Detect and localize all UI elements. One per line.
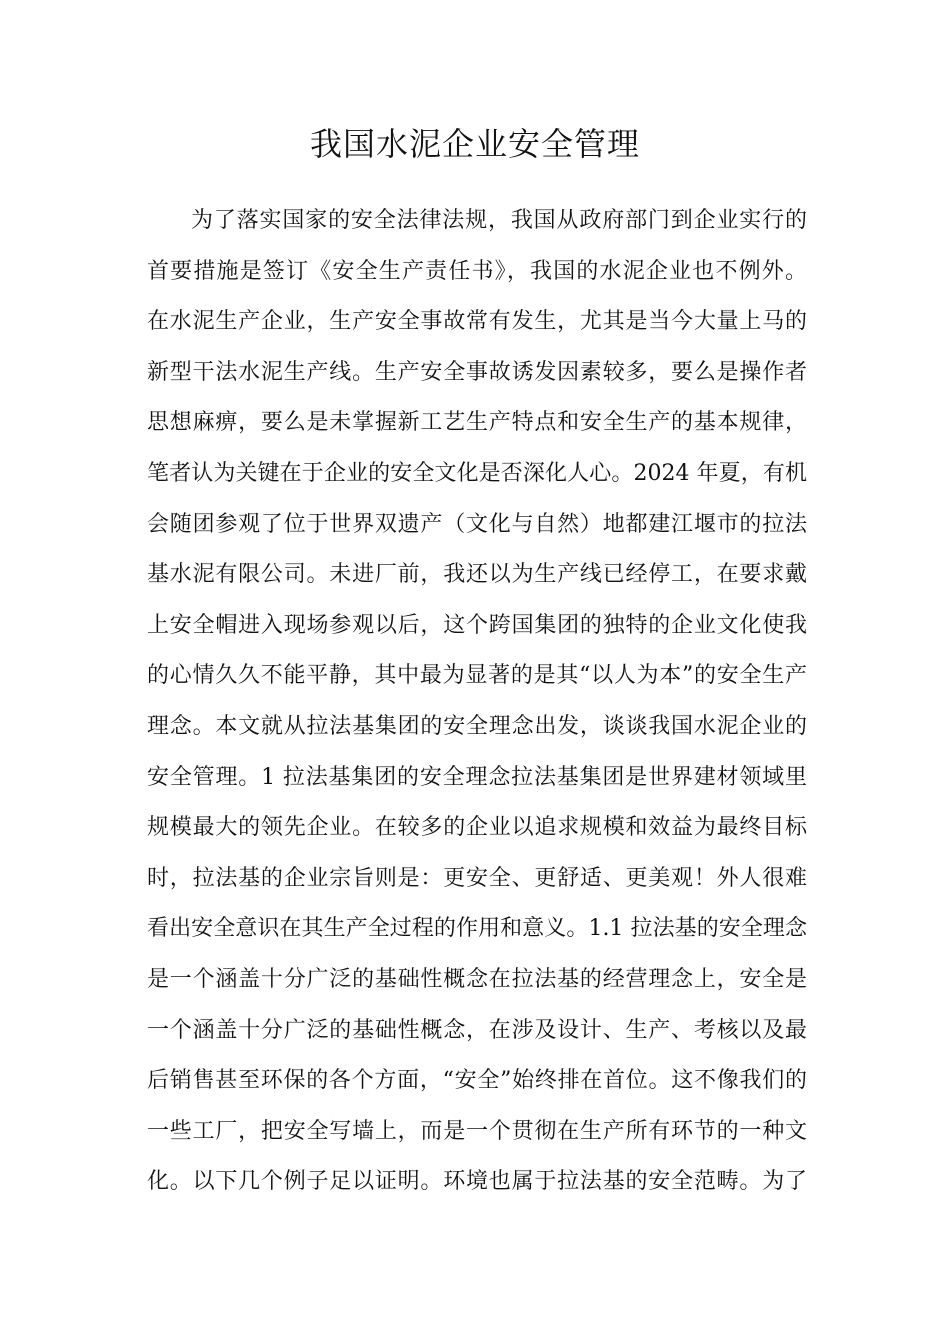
body-line: 安全管理。1 拉法基集团的安全理念拉法基集团是世界建材领域里 (147, 764, 807, 790)
body-line: 在水泥生产企业，生产安全事故常有发生，尤其是当今大量上马的 (147, 309, 807, 335)
body-line: 看出安全意识在其生产全过程的作用和意义。1.1 拉法基的安全理念 (147, 916, 807, 942)
body-paragraph (147, 196, 807, 1208)
body-line: 一些工厂，把安全写墙上，而是一个贯彻在生产所有环节的一种文 (147, 1118, 807, 1144)
document-title: 我国水泥企业安全管理 (309, 125, 640, 163)
body-line: 基水泥有限公司。未进厂前，我还以为生产线已经停工，在要求戴 (147, 562, 807, 588)
body-line: 的心情久久不能平静，其中最为显著的是其“以人为本”的安全生产 (147, 663, 807, 689)
body-line: 时，拉法基的企业宗旨则是：更安全、更舒适、更美观！外人很难 (147, 865, 807, 891)
body-line: 后销售甚至环保的各个方面，“安全”始终排在首位。这不像我们的 (147, 1068, 807, 1094)
body-line: 上安全帽进入现场参观以后，这个跨国集团的独特的企业文化使我 (147, 612, 807, 638)
body-line: 会随团参观了位于世界双遗产（文化与自然）地都建江堰市的拉法 (147, 511, 807, 537)
body-line: 规模最大的领先企业。在较多的企业以追求规模和效益为最终目标 (147, 815, 807, 841)
body-line: 首要措施是签订《安全生产责任书》，我国的水泥企业也不例外。 (147, 258, 807, 284)
body-line: 理念。本文就从拉法基集团的安全理念出发，谈谈我国水泥企业的 (147, 713, 807, 739)
body-line: 是一个涵盖十分广泛的基础性概念在拉法基的经营理念上，安全是 (147, 966, 807, 992)
body-line: 思想麻痹，要么是未掌握新工艺生产特点和安全生产的基本规律， (147, 410, 807, 436)
body-line: 笔者认为关键在于企业的安全文化是否深化人心。2024 年夏，有机 (147, 460, 807, 486)
body-line: 一个涵盖十分广泛的基础性概念，在涉及设计、生产、考核以及最 (147, 1017, 807, 1043)
body-line: 新型干法水泥生产线。生产安全事故诱发因素较多，要么是操作者 (147, 359, 807, 385)
body-line: 为了落实国家的安全法律法规，我国从政府部门到企业实行的 (191, 208, 807, 233)
body-line: 化。以下几个例子足以证明。环境也属于拉法基的安全范畴。为了 (147, 1169, 807, 1195)
